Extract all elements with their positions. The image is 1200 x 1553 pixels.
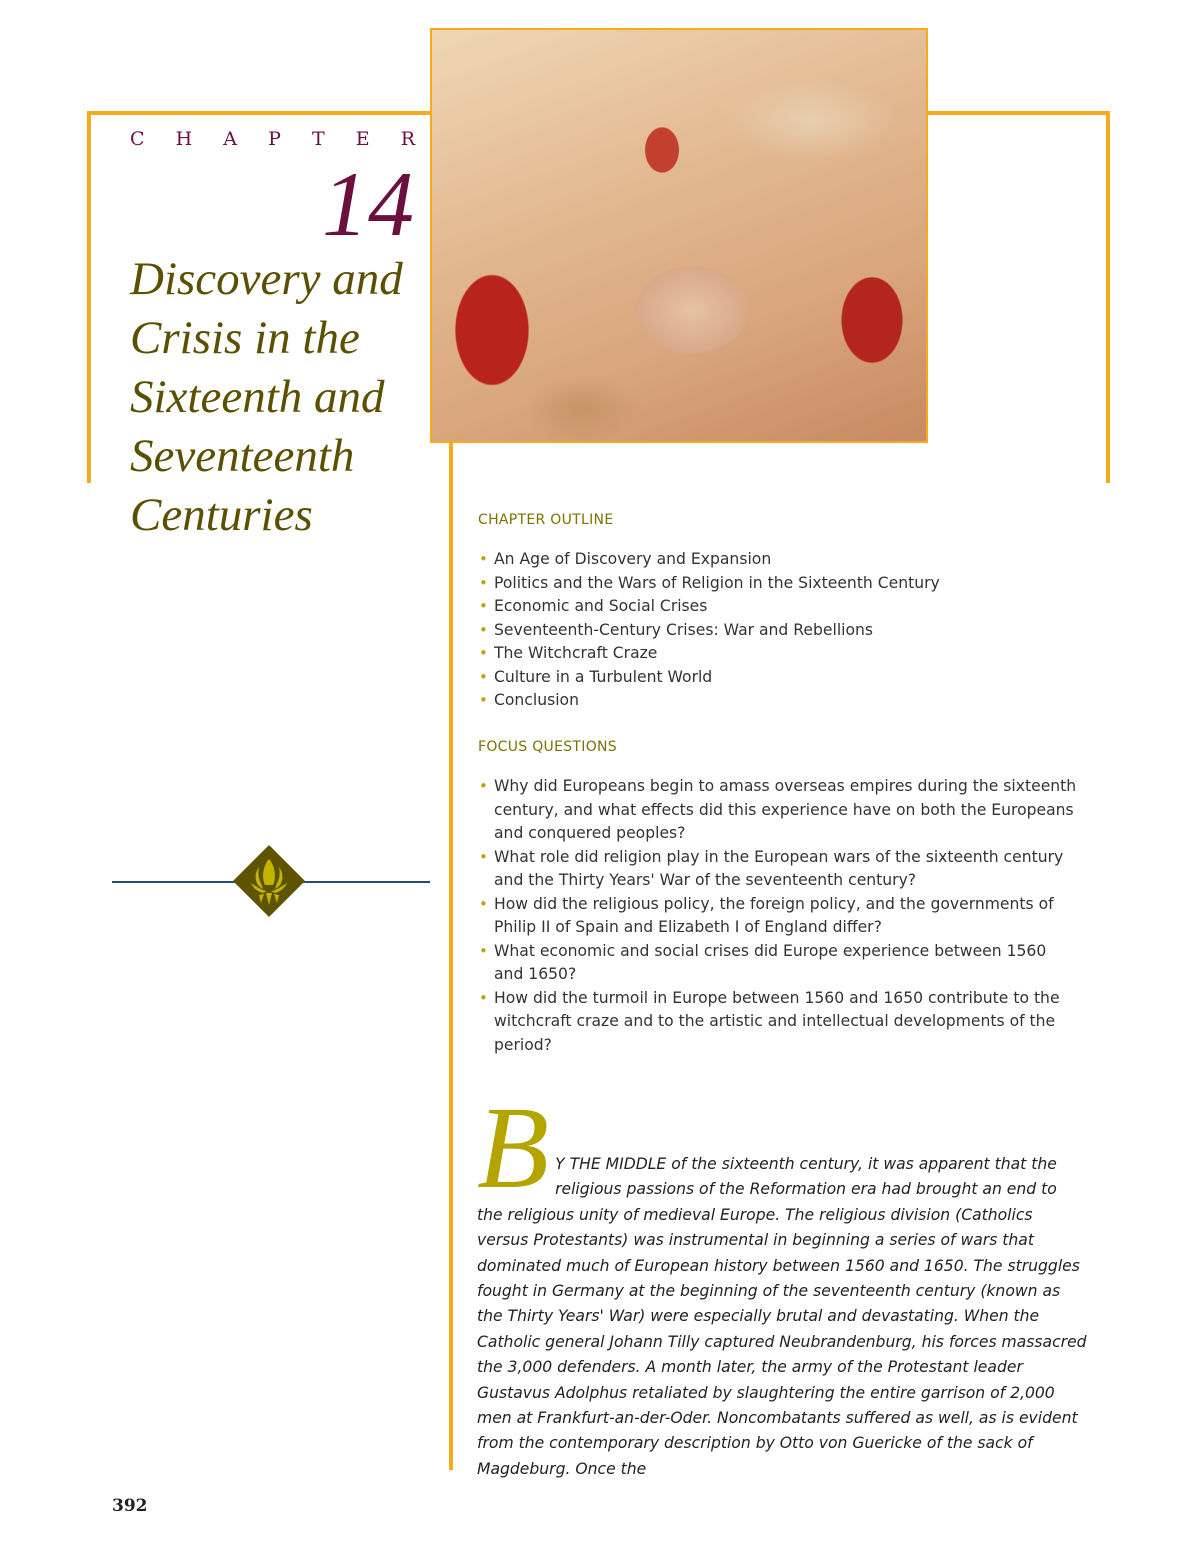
focus-list <box>478 775 1078 1057</box>
chapter-letter: T <box>311 128 325 150</box>
ornament-diamond-icon <box>233 845 305 917</box>
focus-item <box>478 940 1078 987</box>
focus-item <box>478 893 1078 940</box>
frame-left <box>87 111 91 483</box>
outline-heading: CHAPTER OUTLINE <box>478 512 614 528</box>
frame-center-vertical <box>449 440 453 1470</box>
bullet-icon: • <box>479 667 488 686</box>
outline-item-text: Culture in a Turbulent World <box>494 667 713 686</box>
focus-item-text: How did the turmoil in Europe between 1560 and 1650 contribute to the witchcraft craze and to the artistic and intellectual developments of the period? <box>494 988 1060 1054</box>
frame-right <box>1106 111 1110 483</box>
outline-item-text: The Witchcraft Craze <box>494 644 658 662</box>
bullet-icon: • <box>479 550 488 568</box>
chapter-letter: H <box>175 128 193 150</box>
frame-top-left <box>87 111 432 115</box>
focus-item <box>478 987 1078 1058</box>
chapter-letter: E <box>355 128 370 150</box>
outline-item <box>478 572 1078 596</box>
bullet-icon: • <box>479 620 488 639</box>
outline-item <box>478 666 1078 690</box>
bullet-icon: • <box>479 777 488 795</box>
focus-item-text: What role did religion play in the European wars of the sixteenth century and the Thirty Years' War of the seventeenth century? <box>494 847 1064 889</box>
chapter-title: Discovery and Crisis in the Sixteenth and Seventeenth Centuries <box>130 253 403 541</box>
chapter-label <box>130 128 415 150</box>
outline-item-text: Politics and the Wars of Religion in the Sixteenth Century <box>494 573 940 592</box>
outline-item-text: An Age of Discovery and Expansion <box>494 550 772 568</box>
chapter-illustration <box>430 28 928 443</box>
focus-item <box>478 775 1078 846</box>
focus-item <box>478 846 1078 893</box>
outline-item <box>478 595 1078 619</box>
bullet-icon: • <box>479 941 488 960</box>
chapter-letter: A <box>223 128 238 150</box>
chapter-letter: P <box>268 128 281 150</box>
focus-item-text: What economic and social crises did Europe experience between 1560 and 1650? <box>494 941 1047 983</box>
bullet-icon: • <box>479 597 488 615</box>
focus-heading: FOCUS QUESTIONS <box>478 739 617 755</box>
chapter-letter: R <box>400 128 415 150</box>
focus-item-text: How did the religious policy, the foreign policy, and the governments of Philip II of Spain and Elizabeth I of England differ? <box>494 894 1054 936</box>
outline-item <box>478 689 1078 713</box>
focus-item-text: Why did Europeans begin to amass overseas empires during the sixteenth century, and what effects did this experience have on both the Europeans and conquered peoples? <box>494 777 1077 842</box>
outline-item-text: Seventeenth-Century Crises: War and Rebellions <box>494 620 874 639</box>
chapter-letter: C <box>130 128 145 150</box>
outline-item <box>478 642 1078 666</box>
outline-list <box>478 548 1078 713</box>
body-paragraph <box>477 1082 1087 1482</box>
outline-item-text: Conclusion <box>494 691 579 709</box>
frame-top-right <box>926 111 1110 115</box>
outline-item <box>478 548 1078 572</box>
outline-item <box>478 619 1078 643</box>
bullet-icon: • <box>479 894 488 913</box>
bullet-icon: • <box>479 847 488 866</box>
bullet-icon: • <box>479 573 488 592</box>
bullet-icon: • <box>479 644 488 662</box>
outline-item-text: Economic and Social Crises <box>494 597 708 615</box>
bullet-icon: • <box>479 691 488 709</box>
body-text: Y THE MIDDLE of the sixteenth century, it was apparent that the religious passions of the Reformation era had brought an end to the religious unity of medieval Europe. The religious division (Catholics versus Protestants) was instrumental in beginning a series of wars that dominated much of European history between 1560 and 1650. The struggles fought in Germany at the beginning of the seventeenth century (known as the Thirty Years' War) were especially brutal and devastating. When the Catholic general Johann Tilly captured Neubrandenburg, his forces massacred the 3,000 defenders. A month later, the army of the Protestant leader Gustavus Adolphus retaliated by slaughtering the entire garrison of 2,000 men at Frankfurt-an-der-Oder. Noncombatants suffered as well, as is evident from the contemporary description by Otto von Guericke of the sack of Magdeburg. Once the <box>477 1155 1087 1478</box>
bullet-icon: • <box>479 988 488 1007</box>
drop-cap: B <box>477 1082 550 1213</box>
chapter-number: 14 <box>322 153 414 255</box>
page-number: 392 <box>112 1496 148 1516</box>
